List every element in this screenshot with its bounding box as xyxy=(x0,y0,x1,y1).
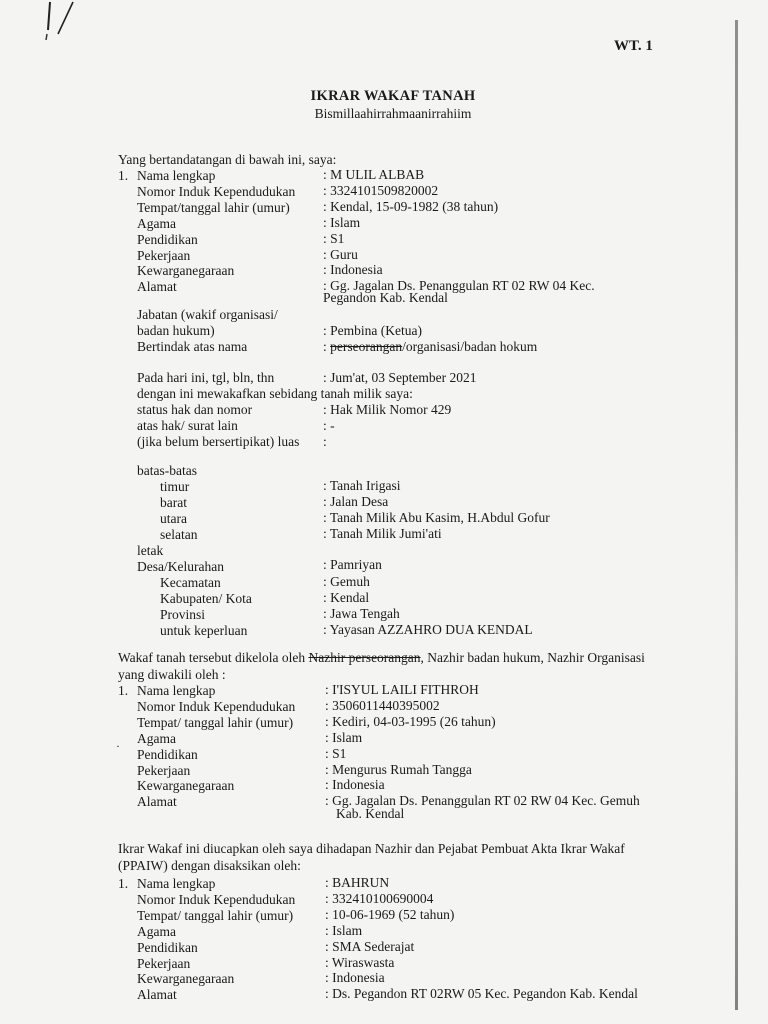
atas-label: atas hak/ surat lain xyxy=(137,418,238,433)
saksi-field-value: : 10-06-1969 (52 tahun) xyxy=(325,906,455,922)
wakif-field-label: Nomor Induk Kependudukan xyxy=(137,183,296,199)
hari-label: Pada hari ini, tgl, bln, thn xyxy=(137,370,275,385)
pen-mark-icon xyxy=(28,0,88,50)
saksi-field-label: Nomor Induk Kependudukan xyxy=(137,891,296,907)
lokasi-field-label: untuk keperluan xyxy=(160,623,248,638)
bertindak-label: Bertindak atas nama xyxy=(137,339,248,354)
nazhir-field-label: Alamat xyxy=(137,794,177,810)
batas-field-label: utara xyxy=(160,511,187,526)
saksi-field-value: : Ds. Pegandon RT 02RW 05 Kec. Pegandon Kab. Kendal xyxy=(325,986,638,1002)
atas-value: : - xyxy=(323,418,335,433)
desa-value: : Pamriyan xyxy=(323,557,382,572)
saksi-field-label: Tempat/ tanggal lahir (umur) xyxy=(137,907,294,923)
nazhir-field-value: : Indonesia xyxy=(325,777,385,793)
saksi-field-label: Nama lengkap xyxy=(137,876,216,891)
nazhir-field-label: Pekerjaan xyxy=(137,762,191,778)
nazhir-field-value: : I'ISYUL LAILI FITHROH xyxy=(325,682,479,697)
batas-field-label: selatan xyxy=(160,527,198,542)
document-title: IKRAR WAKAF TANAH xyxy=(310,88,476,104)
wakif-field-value: : M ULIL ALBAB xyxy=(323,167,425,182)
wakif-field-label: Alamat xyxy=(137,279,177,295)
jabatan-label-1: Jabatan (wakif organisasi/ xyxy=(137,307,278,322)
nazhir-field-label: Kewarganegaraan xyxy=(137,778,235,794)
nazhir-alamat-cont: Kab. Kendal xyxy=(336,806,405,821)
nazhir-field-label: Nama lengkap xyxy=(137,683,216,698)
wakif-number: 1. xyxy=(118,168,129,183)
batas-field-value: : Jalan Desa xyxy=(323,494,389,509)
lokasi-field-value: : Jawa Tengah xyxy=(323,606,400,621)
wakif-field-value: : Guru xyxy=(323,246,358,262)
nazhir-field-value: : Mengurus Rumah Tangga xyxy=(325,761,472,777)
mewakafkan-text: dengan ini mewakafkan sebidang tanah milik saya: xyxy=(137,386,413,401)
wakif-alamat-cont: Pegandon Kab. Kendal xyxy=(323,290,448,305)
status-value: : Hak Milik Nomor 429 xyxy=(323,402,452,417)
saksi-field-value: : Wiraswasta xyxy=(325,954,395,970)
stray-dot: · xyxy=(116,739,120,753)
nazhir-field-label: Agama xyxy=(137,730,176,746)
bertindak-value: : perseorangan/organisasi/badan hokum xyxy=(323,339,538,354)
letak-label: letak xyxy=(137,543,164,558)
nazhir-field-value: : Kediri, 04-03-1995 (26 tahun) xyxy=(325,713,496,729)
hari-value: : Jum'at, 03 September 2021 xyxy=(323,370,477,385)
wakif-field-label: Tempat/tanggal lahir (umur) xyxy=(137,199,290,215)
nazhir-number: 1. xyxy=(118,683,129,698)
saksi-field-value: : Islam xyxy=(325,922,363,938)
saksi-field-label: Agama xyxy=(137,923,176,939)
luas-value: : xyxy=(323,434,327,449)
wakif-field-label: Pendidikan xyxy=(137,231,198,247)
wakif-field-label: Pekerjaan xyxy=(137,247,191,263)
nazhir-strikethrough: Nazhir perseorangan xyxy=(308,650,421,665)
jabatan-value: : Pembina (Ketua) xyxy=(323,323,422,338)
wakif-field-value: : Islam xyxy=(323,214,361,230)
page-edge-shadow xyxy=(735,20,738,1010)
bertindak-strikethrough: perseorangan xyxy=(330,339,403,354)
saksi-field-value: : SMA Sederajat xyxy=(325,938,415,954)
nazhir-field-value: : 3506011440395002 xyxy=(325,697,440,713)
nazhir-line-1: Wakaf tanah tersebut dikelola oleh Nazhir perseorangan, Nazhir badan hukum, Nazhir Organisasi xyxy=(118,650,645,665)
form-code: WT. 1 xyxy=(614,38,653,54)
saksi-field-label: Kewarganegaraan xyxy=(137,971,235,987)
wakif-field-value: : 3324101509820002 xyxy=(323,182,439,198)
lokasi-field-label: Kecamatan xyxy=(160,575,221,590)
wakif-field-value: : Indonesia xyxy=(323,262,383,278)
nazhir-field-label: Pendidikan xyxy=(137,746,198,762)
intro-text: Yang bertandatangan di bawah ini, saya: xyxy=(118,152,337,167)
lokasi-field-value: : Gemuh xyxy=(323,574,370,589)
saksi-field-label: Alamat xyxy=(137,987,177,1003)
luas-label: (jika belum bersertipikat) luas xyxy=(137,434,300,449)
nazhir-field-label: Tempat/ tanggal lahir (umur) xyxy=(137,714,294,730)
wakif-field-label: Kewarganegaraan xyxy=(137,263,235,279)
batas-label: batas-batas xyxy=(137,463,197,478)
batas-field-value: : Tanah Milik Abu Kasim, H.Abdul Gofur xyxy=(323,510,550,525)
saksi-field-value: : Indonesia xyxy=(325,970,385,986)
wakif-field-label: Agama xyxy=(137,215,176,231)
saksi-number: 1. xyxy=(118,876,129,891)
nazhir-field-value: : S1 xyxy=(325,745,347,761)
saksi-field-value: : 332410100690004 xyxy=(325,890,434,906)
saksi-field-value: : BAHRUN xyxy=(325,875,390,890)
batas-field-label: timur xyxy=(160,479,190,494)
desa-label: Desa/Kelurahan xyxy=(137,559,224,574)
wakif-field-value: : S1 xyxy=(323,230,345,246)
saksi-line-2: (PPAIW) dengan disaksikan oleh: xyxy=(118,858,301,873)
document-subtitle: Bismillaahirrahmaanirrahiim xyxy=(314,106,472,121)
lokasi-field-value: : Kendal xyxy=(323,590,370,605)
lokasi-field-value: : Yayasan AZZAHRO DUA KENDAL xyxy=(323,622,533,637)
batas-field-value: : Tanah Irigasi xyxy=(323,478,401,493)
jabatan-label-2: badan hukum) xyxy=(137,323,215,338)
wakif-field-value: : Kendal, 15-09-1982 (38 tahun) xyxy=(323,198,499,214)
status-label: status hak dan nomor xyxy=(137,402,253,417)
saksi-field-label: Pendidikan xyxy=(137,939,198,955)
saksi-line-1: Ikrar Wakaf ini diucapkan oleh saya dihadapan Nazhir dan Pejabat Pembuat Akta Ikrar Wakaf xyxy=(118,841,625,856)
nazhir-line-2: yang diwakili oleh : xyxy=(118,667,226,682)
lokasi-field-label: Kabupaten/ Kota xyxy=(160,591,252,606)
nazhir-field-value: : Gg. Jagalan Ds. Penanggulan RT 02 RW 04 Kec. Gemuh xyxy=(325,793,640,809)
lokasi-field-label: Provinsi xyxy=(160,607,206,622)
batas-field-label: barat xyxy=(160,495,187,510)
wakif-field-label: Nama lengkap xyxy=(137,168,216,183)
batas-field-value: : Tanah Milik Jumi'ati xyxy=(323,526,442,541)
wakif-field-value: : Gg. Jagalan Ds. Penanggulan RT 02 RW 04 Kec. xyxy=(323,278,595,294)
saksi-field-label: Pekerjaan xyxy=(137,955,191,971)
nazhir-field-label: Nomor Induk Kependudukan xyxy=(137,698,296,714)
nazhir-field-value: : Islam xyxy=(325,729,363,745)
